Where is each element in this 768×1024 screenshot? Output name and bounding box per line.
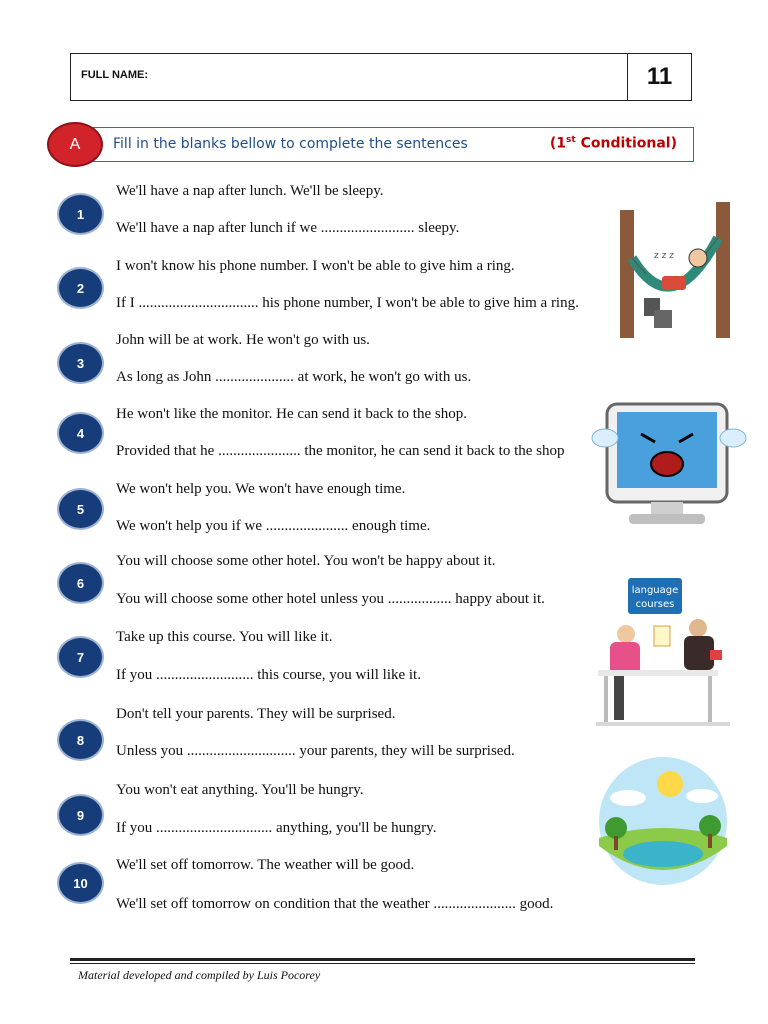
svg-text:z z z: z z z xyxy=(654,251,674,261)
tag-sup: st xyxy=(566,135,576,145)
item-number-badge: 6 xyxy=(57,562,104,604)
item-sentence: I won't know his phone number. I won't be able to give him a ring. xyxy=(116,258,515,274)
item-prompt: If you ............................... anything, you'll be hungry. xyxy=(116,820,437,836)
sunny-landscape-illustration xyxy=(592,754,734,888)
footer-divider-thin xyxy=(70,963,695,964)
item-prompt: We'll have a nap after lunch if we ......................... sleepy. xyxy=(116,220,460,236)
section-conditional-tag xyxy=(550,135,677,152)
item-sentence: We'll have a nap after lunch. We'll be sleepy. xyxy=(116,183,384,199)
item-prompt: Unless you ............................. your parents, they will be surprised. xyxy=(116,743,515,759)
item-prompt: We'll set off tomorrow on condition that the weather ...................... good. xyxy=(116,896,554,912)
course-sign-line2: courses xyxy=(635,599,675,610)
hammock-sleeper-illustration xyxy=(606,196,740,342)
item-sentence: John will be at work. He won't go with us. xyxy=(116,332,370,348)
full-name-label: FULL NAME: xyxy=(81,69,149,81)
crying-monitor-illustration xyxy=(591,398,747,532)
item-sentence: You will choose some other hotel. You won't be happy about it. xyxy=(116,553,496,569)
sheet-number: 11 xyxy=(627,54,691,100)
section-instruction-bar xyxy=(75,127,694,162)
item-number-badge: 2 xyxy=(57,267,104,309)
item-prompt: Provided that he ...................... the monitor, he can send it back to the shop xyxy=(116,443,565,459)
item-sentence: We'll set off tomorrow. The weather will be good. xyxy=(116,857,415,873)
item-prompt: We won't help you if we ...................... enough time. xyxy=(116,518,431,534)
item-sentence: We won't help you. We won't have enough time. xyxy=(116,481,406,497)
item-prompt: You will choose some other hotel unless you ................. happy about it. xyxy=(116,591,545,607)
footer-credit: Material developed and compiled by Luis Pocorey xyxy=(78,968,321,982)
item-sentence: Don't tell your parents. They will be surprised. xyxy=(116,706,396,722)
item-prompt: As long as John ..................... at work, he won't go with us. xyxy=(116,369,472,385)
item-number-badge: 3 xyxy=(57,342,104,384)
item-prompt: If you .......................... this course, you will like it. xyxy=(116,667,421,683)
footer-divider-thick xyxy=(70,958,695,961)
item-sentence: Take up this course. You will like it. xyxy=(116,629,333,645)
item-number-badge: 7 xyxy=(57,636,104,678)
course-sign-line1: language xyxy=(631,585,679,596)
item-sentence: You won't eat anything. You'll be hungry. xyxy=(116,782,364,798)
tag-close: Conditional) xyxy=(575,135,677,152)
item-prompt: If I ................................ his phone number, I won't be able to give him a ring. xyxy=(116,295,579,311)
item-number-badge: 1 xyxy=(57,193,104,235)
item-number-badge: 9 xyxy=(57,794,104,836)
tag-open: (1 xyxy=(549,135,567,152)
item-number-badge: 5 xyxy=(57,488,104,530)
item-sentence: He won't like the monitor. He can send it back to the shop. xyxy=(116,406,467,422)
section-letter-badge: A xyxy=(47,122,103,167)
item-number-badge: 4 xyxy=(57,412,104,454)
item-number-badge: 8 xyxy=(57,719,104,761)
name-header-box xyxy=(70,53,692,101)
section-instruction-title: Fill in the blanks bellow to complete the sentences xyxy=(113,136,468,152)
language-courses-illustration xyxy=(596,574,736,730)
item-number-badge: 10 xyxy=(57,862,104,904)
